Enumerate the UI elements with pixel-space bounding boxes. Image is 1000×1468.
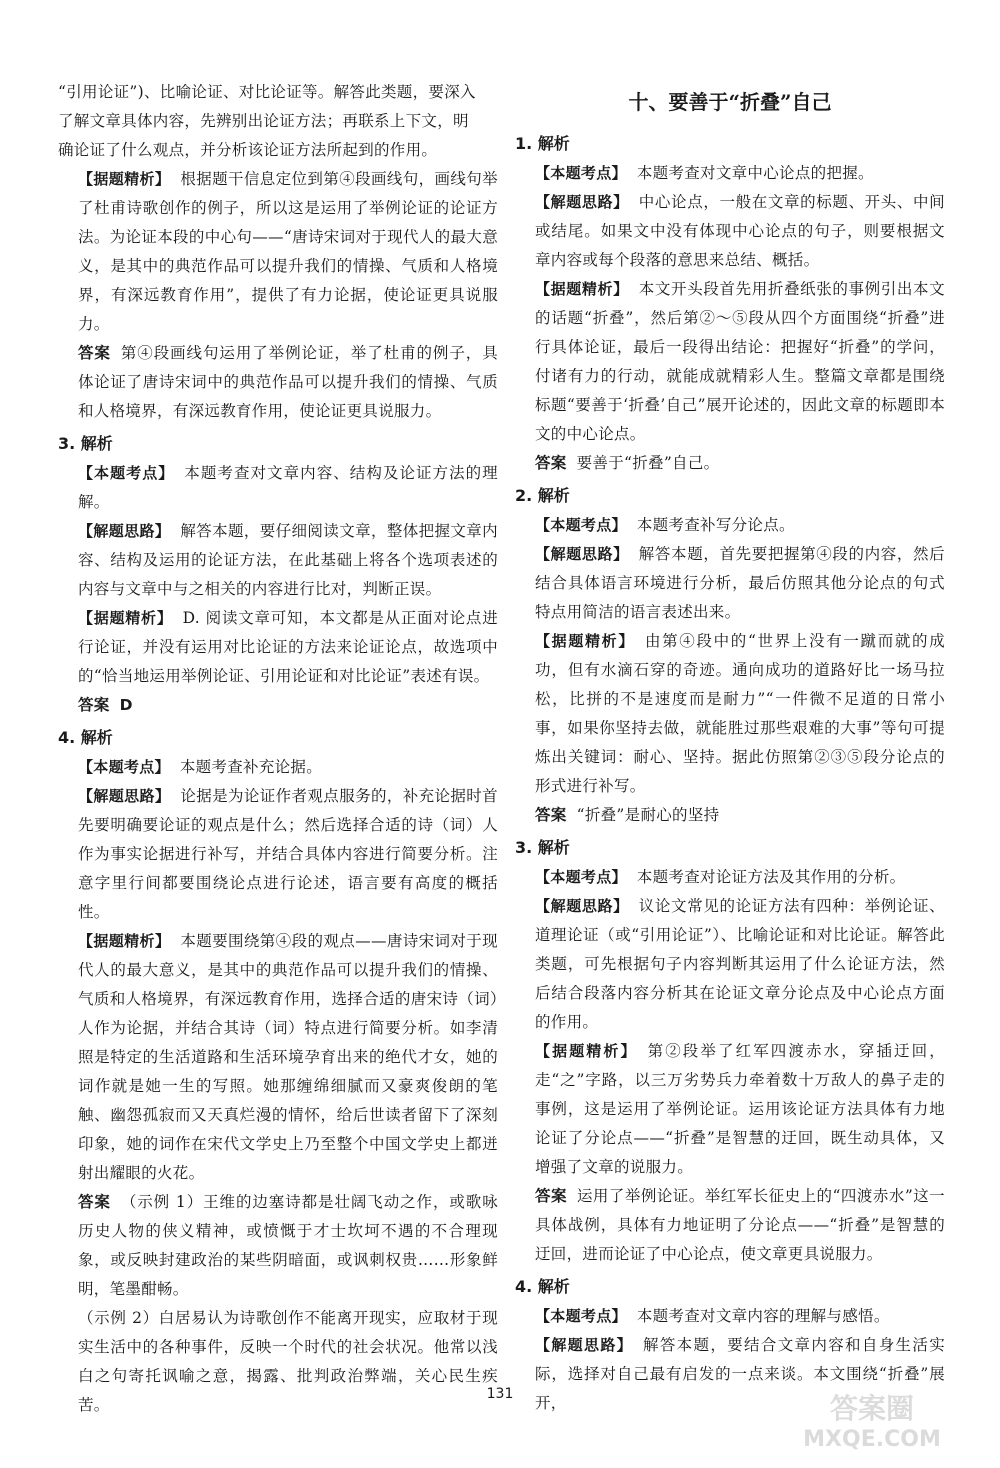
page-number: 131	[486, 1386, 514, 1402]
analysis-text: 本文开头段首先用折叠纸张的事例引出本文的话题“折叠”，然后第②～⑤段从四个方面围绕“折叠”进行具体论证，最后一段得出结论：把握好“折叠”的学问，付诸有力的行动，就能成就精彩人生。整篇文章都是围绕标题“要善于‘折叠’自己”展开论述的，因此文章的标题即本文的中心论点。	[535, 280, 945, 443]
q1-silu	[515, 188, 945, 275]
q2-analysis	[515, 627, 945, 801]
q2-answer	[515, 801, 945, 830]
intro-paragraph	[58, 78, 498, 165]
kaodian-tag: 【本题考点】	[78, 464, 175, 482]
analysis-text: 本题要围绕第④段的观点——唐诗宋词对于现代人的最大意义，是其中的典范作品可以提升我们的情操、气质和人格境界，有深远教育作用，选择合适的唐宋诗（词）人作为论据，并结合其诗（词）特点进行简要分析。如李清照是特定的生活道路和生活环境孕育出来的绝代才女，她的词作就是她一生的写照。她那缠绵细腻而又豪爽俊朗的笔触、幽怨孤寂而又天真烂漫的情怀，给后世读者留下了深刻印象，她的词作在宋代文学史上乃至整个中国文学史上都迸射出耀眼的火花。	[78, 932, 498, 1182]
analysis-tag: 【据题精析】	[535, 1042, 638, 1060]
answer-text: “折叠”是耐心的坚持	[576, 806, 720, 824]
q3-answer	[515, 1182, 945, 1269]
kaodian-tag: 【本题考点】	[78, 758, 170, 776]
silu-text: 解答本题，要结合文章内容和自身生活实际，选择对自己最有启发的一点来谈。本文围绕“折叠”展开，	[535, 1336, 945, 1412]
q3-silu	[58, 517, 498, 604]
q3-analysis	[515, 1037, 945, 1182]
answer-label: 答案	[535, 1187, 567, 1205]
analysis-text: 由第④段中的“世界上没有一蹴而就的成功，但有水滴石穿的奇迹。通向成功的道路好比一场马拉松，比拼的不是速度而是耐力”“一件微不足道的日常小事，如果你坚持去做，就能胜过那些艰难的大事”等句可提炼出关键词：耐心、坚持。据此仿照第②③⑤段分论点的形式进行补写。	[535, 632, 945, 795]
q1-answer	[515, 449, 945, 478]
answer-label: 答案	[78, 1193, 111, 1211]
answer-text: （示例 1）王维的边塞诗都是壮阔飞动之作，或歌咏历史人物的侠义精神，或愤慨于才士坎坷不遇的不合理现象，或反映封建政治的某些阴暗面，或讽刺权贵……形象鲜明，笔墨酣畅。	[78, 1193, 498, 1298]
kaodian-text: 本题考查对论证方法及其作用的分析。	[636, 868, 906, 886]
silu-text: 论据是为论证作者观点服务的，补充论据时首先要明确要论证的观点是什么；然后选择合适的诗（词）人作为事实论据进行补写，并结合具体内容进行简要分析。注意字里行间都要围绕论点进行论述，语言要有高度的概括性。	[78, 787, 498, 921]
q2-silu	[515, 540, 945, 627]
q3-silu	[515, 892, 945, 1037]
q4-silu	[58, 782, 498, 927]
q3-kaodian	[515, 863, 945, 892]
answer-text: 运用了举例论证。举红军长征史上的“四渡赤水”这一具体战例，具体有力地证明了分论点——“折叠”是智慧的迂回，进而论证了中心论点，使文章更具说服力。	[535, 1187, 945, 1263]
silu-text: 解答本题，首先要把握第④段的内容，然后结合具体语言环境进行分析，最后仿照其他分论点的句式特点用简洁的语言表述出来。	[535, 545, 945, 621]
analysis-tag: 【据题精析】	[535, 632, 635, 650]
q2-heading: 2. 解析	[515, 486, 570, 505]
kaodian-tag: 【本题考点】	[535, 164, 627, 182]
q2-kaodian	[515, 511, 945, 540]
q3-heading: 3. 解析	[58, 434, 113, 453]
right-column	[515, 78, 945, 1418]
section-title: 十、要善于“折叠”自己	[628, 90, 832, 114]
silu-tag: 【解题思路】	[535, 545, 629, 563]
analysis-text: 根据题干信息定位到第④段画线句，画线句举了杜甫诗歌创作的例子，所以这是运用了举例论证的论证方法。为论证本段的中心句——“唐诗宋词对于现代人的最大意义，是其中的典范作品可以提升我们的情操、气质和人格境界，有深远教育作用”，提供了有力论据，使论证更具说服力。	[78, 170, 498, 333]
answer-label: 答案	[535, 454, 567, 472]
q3-heading: 3. 解析	[515, 838, 570, 857]
q3-analysis	[58, 604, 498, 691]
kaodian-tag: 【本题考点】	[535, 516, 627, 534]
q4-heading: 4. 解析	[515, 1277, 570, 1296]
q1-kaodian	[515, 159, 945, 188]
silu-tag: 【解题思路】	[78, 787, 171, 805]
q4-heading: 4. 解析	[58, 728, 113, 747]
q4-kaodian	[58, 753, 498, 782]
watermark-line1: 答案圈	[829, 1392, 915, 1425]
silu-tag: 【解题思路】	[535, 897, 629, 915]
analysis-text: 第②段举了红军四渡赤水，穿插迂回，走“之”字路，以三万劣势兵力牵着数十万敌人的鼻子走的事例，这是运用了举例论证。运用该论证方法具体有力地论证了分论点——“折叠”是智慧的迂回，既生动具体，又增强了文章的说服力。	[535, 1042, 945, 1176]
kaodian-tag: 【本题考点】	[535, 868, 627, 886]
q4-answer	[58, 1188, 498, 1304]
q4-analysis	[58, 927, 498, 1188]
q2-analysis	[58, 165, 498, 339]
answer-text: D	[119, 696, 133, 714]
silu-text: 中心论点，一般在文章的标题、开头、中间或结尾。如果文中没有体现中心论点的句子，则要根据文章内容或每个段落的意思来总结、概括。	[535, 193, 945, 269]
analysis-tag: 【据题精析】	[78, 609, 173, 627]
analysis-tag: 【据题精析】	[78, 170, 171, 188]
silu-tag: 【解题思路】	[535, 1336, 634, 1354]
q1-heading: 1. 解析	[515, 134, 570, 153]
intro-line: 了解文章具体内容，先辨别出论证方法；再联系上下文，明	[58, 112, 469, 130]
q3-answer	[58, 691, 498, 720]
watermark-line2: MXQE.COM	[803, 1427, 941, 1452]
analysis-tag: 【据题精析】	[535, 280, 629, 298]
answer-label: 答案	[78, 696, 110, 714]
kaodian-text: 本题考查补充论据。	[179, 758, 323, 776]
intro-line: 确论证了什么观点，并分析该论证方法所起到的作用。	[58, 141, 438, 159]
answer-text: 第④段画线句运用了举例论证，举了杜甫的例子，具体论证了唐诗宋词中的典范作品可以提升我们的情操、气质和人格境界，有深远教育作用，使论证更具说服力。	[78, 344, 498, 420]
analysis-tag: 【据题精析】	[78, 932, 171, 950]
q1-analysis	[515, 275, 945, 449]
q3-kaodian	[58, 459, 498, 517]
left-column	[58, 78, 498, 1420]
analysis-text: D. 阅读文章可知，本文都是从正面对论点进行论证，并没有运用对比论证的方法来论证论点，故选项中的“恰当地运用举例论证、引用论证和对比论证”表述有误。	[78, 609, 498, 685]
kaodian-tag: 【本题考点】	[535, 1307, 627, 1325]
kaodian-text: 本题考查对文章中心论点的把握。	[636, 164, 874, 182]
q4-kaodian	[515, 1302, 945, 1331]
watermark-logo	[762, 1384, 982, 1454]
answer-text: 要善于“折叠”自己。	[576, 454, 720, 472]
silu-tag: 【解题思路】	[78, 522, 171, 540]
answer-label: 答案	[78, 344, 111, 362]
silu-tag: 【解题思路】	[535, 193, 629, 211]
intro-line: “引用论证”)、比喻论证、对比论证等。解答此类题，要深入	[58, 83, 476, 101]
silu-text: 解答本题，要仔细阅读文章，整体把握文章内容、结构及运用的论证方法，在此基础上将各个选项表述的内容与文章中与之相关的内容进行比对，判断正误。	[78, 522, 498, 598]
kaodian-text: 本题考查对文章内容的理解与感悟。	[636, 1307, 890, 1325]
q2-answer	[58, 339, 498, 426]
q4-example-2: （示例 2）白居易认为诗歌创作不能离开现实，应取材于现实生活中的各种事件，反映一个时代的社会状况。他常以浅白之句寄托讽喻之意，揭露、批判政治弊端，关心民生疾苦。	[78, 1309, 498, 1414]
kaodian-text: 本题考查补写分论点。	[636, 516, 795, 534]
kaodian-text: 本题考查对文章内容、结构及论证方法的理解。	[78, 464, 498, 511]
silu-text: 议论文常见的论证方法有四种：举例论证、道理论证（或“引用论证”）、比喻论证和对比论证。解答此类题，可先根据句子内容判断其运用了什么论证方法，然后结合段落内容分析其在论证文章分论点及中心论点方面的作用。	[535, 897, 945, 1031]
answer-label: 答案	[535, 806, 567, 824]
